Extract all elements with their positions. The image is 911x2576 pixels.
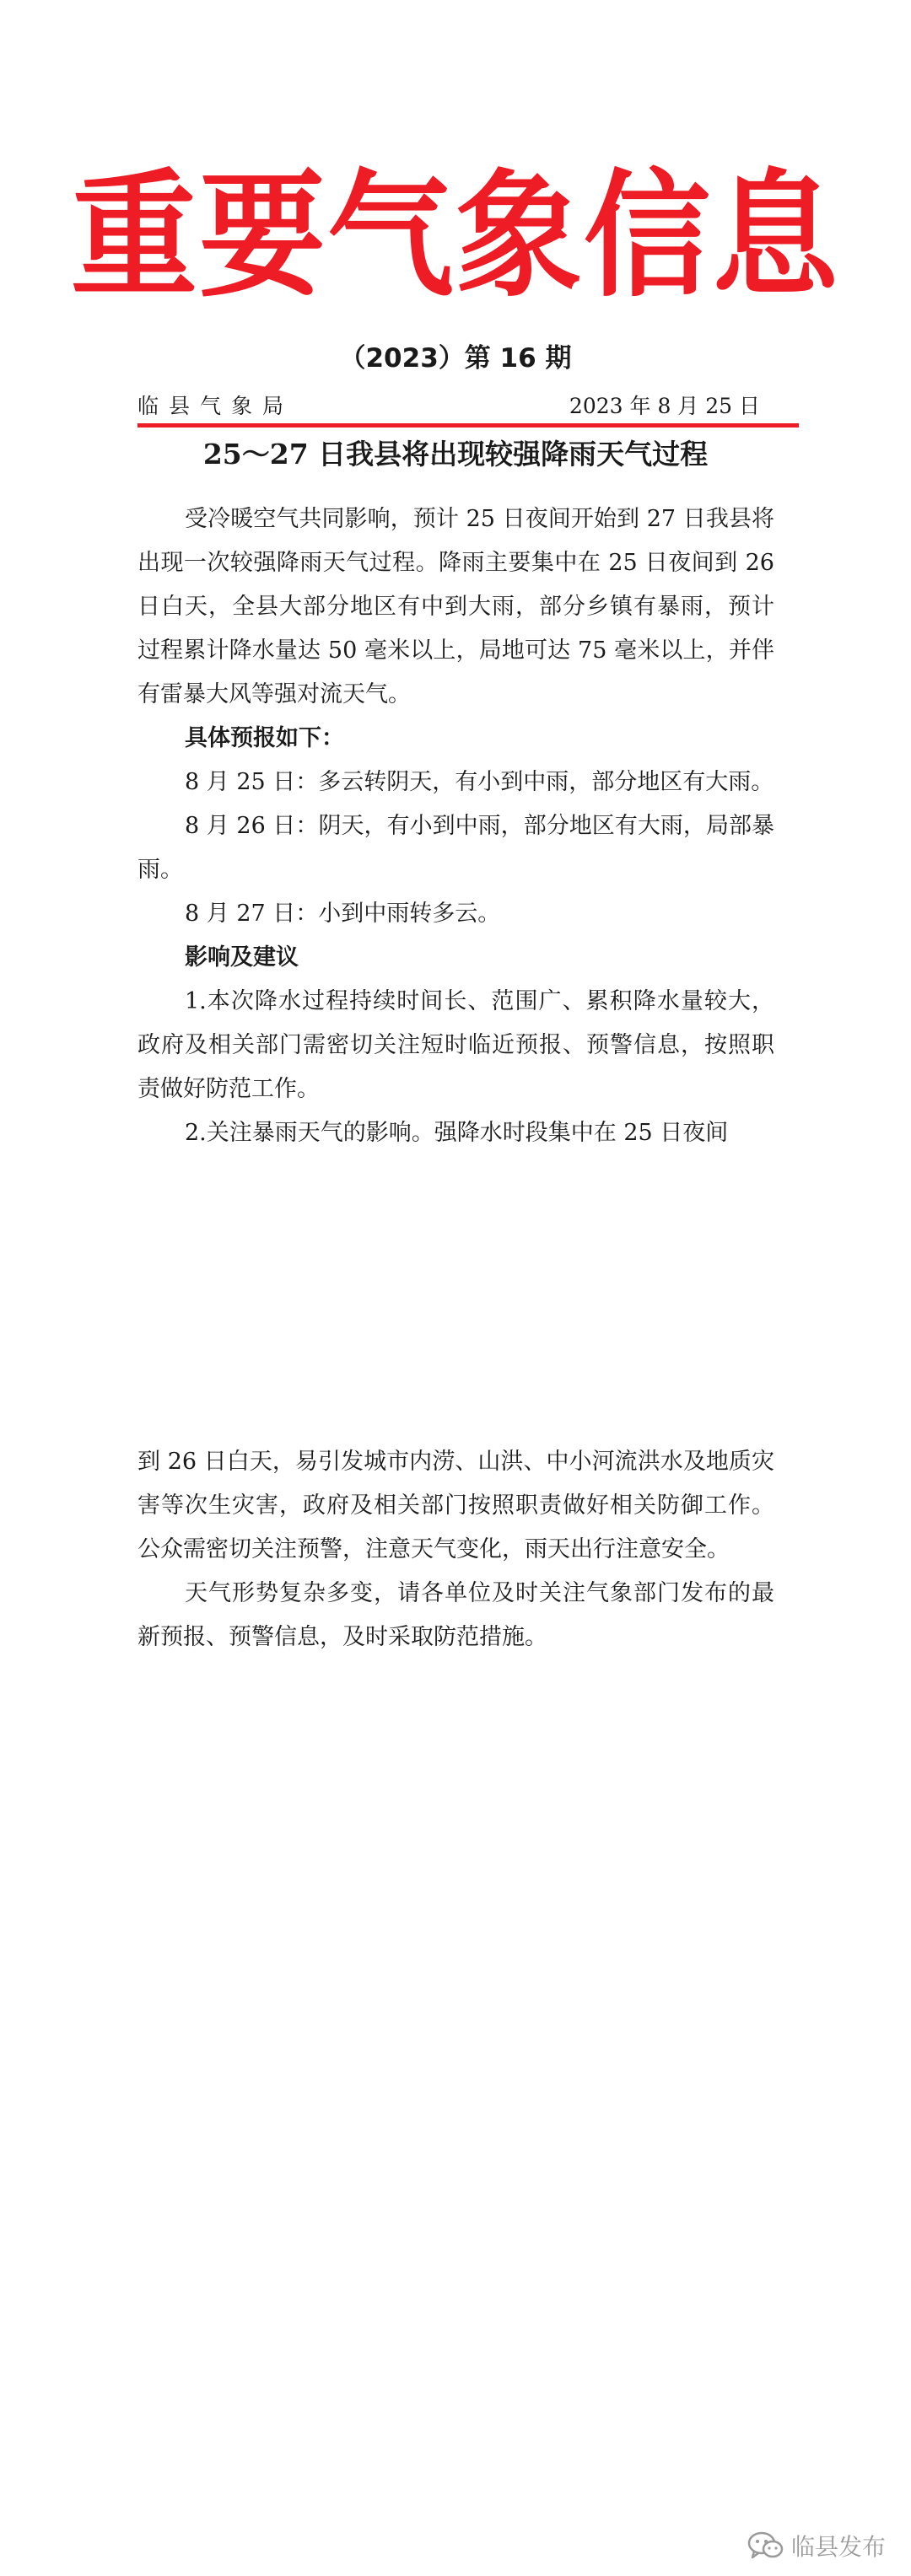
advice-item-2-start: 2.关注暴雨天气的影响。强降水时段集中在 25 日夜间 — [185, 1120, 729, 1146]
article-headline: 25～27 日我县将出现较强降雨天气过程 — [202, 438, 709, 471]
paragraph-intro: 受冷暖空气共同影响，预计 25 日夜间开始到 27 日我县将出现一次较强降雨天气过程。降雨主要集中在 25 日夜间到 26 日白天，全县大部分地区有中到大雨，部分乡镇有暴雨，预计过程累计降水量达 50 毫米以上，局地可达 75 毫米以上，并伴有雷暴大风等强对流天气。 — [137, 506, 774, 707]
forecast-day-26: 8 月 26 日：阴天，有小到中雨，部分地区有大雨，局部暴雨。 — [137, 813, 774, 883]
red-divider — [137, 423, 799, 428]
meta-row — [137, 390, 764, 423]
forecast-day-25: 8 月 25 日：多云转阴天，有小到中雨，部分地区有大雨。 — [185, 769, 774, 795]
body-text-bottom — [137, 1440, 774, 1659]
forecast-day-27: 8 月 27 日：小到中雨转多云。 — [185, 901, 501, 927]
advice-item-2-continued: 到 26 日白天，易引发城市内涝、山洪、中小河流洪水及地质灾害等次生灾害，政府及相关部门按照职责做好相关防御工作。公众需密切关注预警，注意天气变化，雨天出行注意安全。 — [137, 1449, 774, 1562]
closing-paragraph: 天气形势复杂多变，请各单位及时关注气象部门发布的最新预报、预警信息，及时采取防范措施。 — [137, 1580, 774, 1650]
watermark-text: 临县发布 — [790, 2533, 886, 2561]
issue-number: （2023）第 16 期 — [339, 343, 572, 374]
issue-date: 2023 年 8 月 25 日 — [569, 394, 760, 418]
body-text-top — [137, 497, 774, 1155]
wechat-watermark — [747, 2529, 886, 2563]
section-heading-advice: 影响及建议 — [185, 944, 299, 971]
advice-item-1: 1.本次降水过程持续时间长、范围广、累积降水量较大，政府及相关部门需密切关注短时临近预报、预警信息，按照职责做好防范工作。 — [137, 988, 774, 1102]
wechat-icon — [747, 2530, 784, 2561]
issuing-agency: 临县气象局 — [137, 394, 294, 418]
masthead-title: 重要气象信息 — [70, 157, 840, 316]
section-heading-forecast: 具体预报如下： — [185, 725, 344, 751]
